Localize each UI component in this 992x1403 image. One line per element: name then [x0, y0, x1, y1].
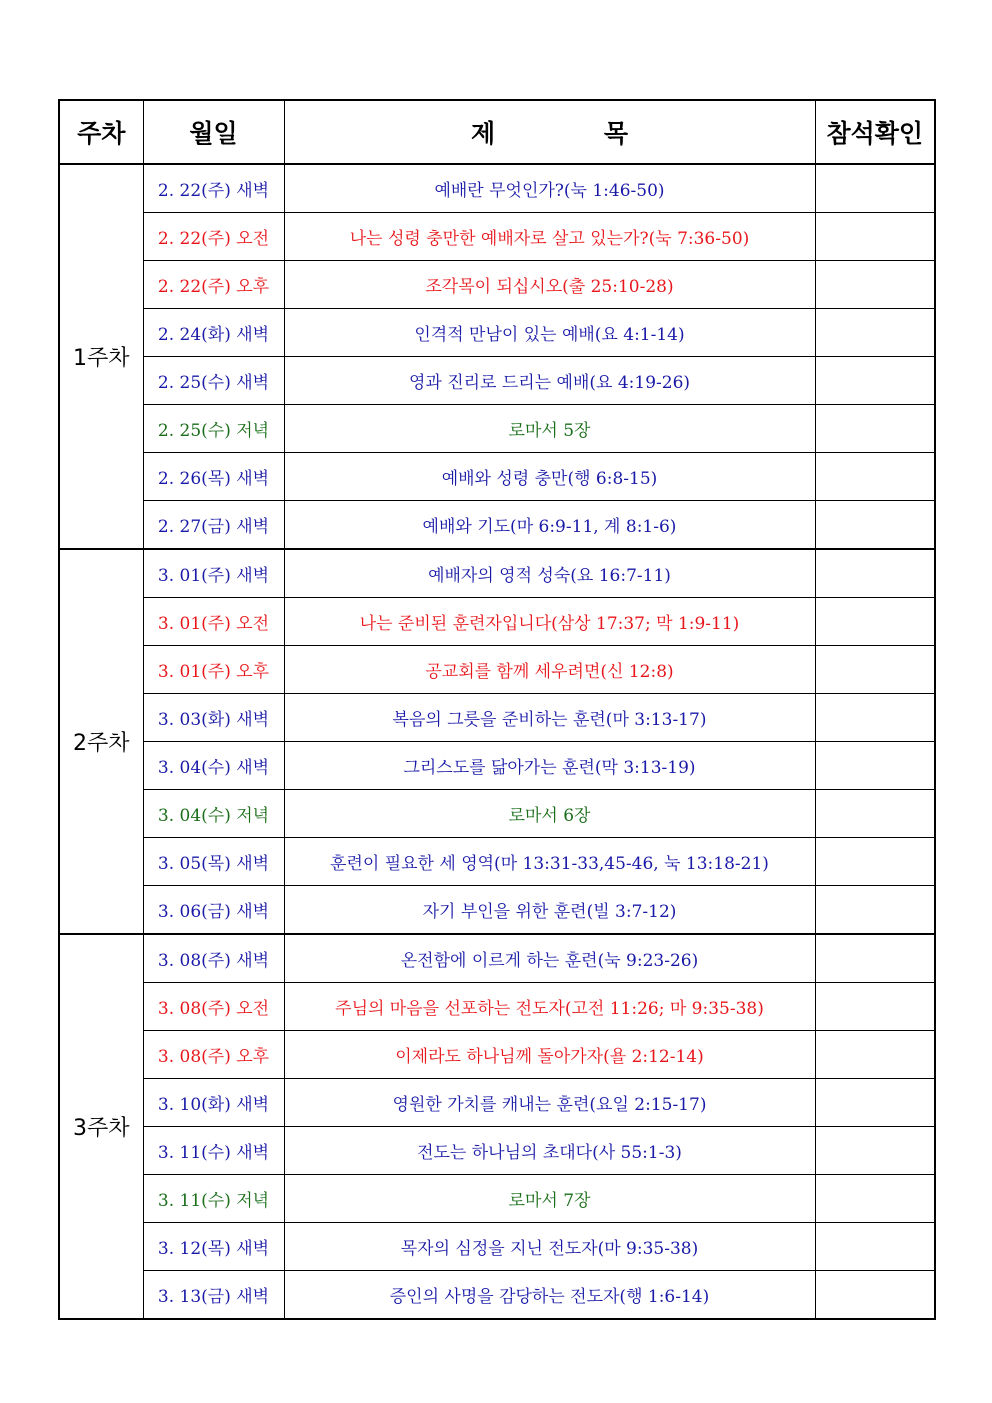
service-date: 2. 24(화) 새벽	[143, 309, 284, 357]
attendance-check-cell[interactable]	[815, 838, 935, 886]
attendance-check-cell[interactable]	[815, 1271, 935, 1320]
table-row	[59, 357, 935, 405]
week-label: 1주차	[59, 164, 143, 549]
service-date: 3. 13(금) 새벽	[143, 1271, 284, 1320]
service-date: 3. 08(주) 오후	[143, 1031, 284, 1079]
service-date: 3. 03(화) 새벽	[143, 694, 284, 742]
service-date: 3. 04(수) 저녁	[143, 790, 284, 838]
table-row	[59, 694, 935, 742]
table-row	[59, 1223, 935, 1271]
table-row	[59, 934, 935, 983]
schedule-body	[59, 164, 935, 1319]
sermon-title: 그리스도를 닮아가는 훈련(막 3:13-19)	[284, 742, 815, 790]
service-date: 2. 27(금) 새벽	[143, 501, 284, 550]
attendance-check-cell[interactable]	[815, 549, 935, 598]
table-row	[59, 164, 935, 213]
attendance-check-cell[interactable]	[815, 598, 935, 646]
service-date: 3. 01(주) 오후	[143, 646, 284, 694]
header-attendance: 참석확인	[815, 100, 935, 164]
table-row	[59, 1175, 935, 1223]
table-row	[59, 742, 935, 790]
attendance-check-cell[interactable]	[815, 261, 935, 309]
sermon-title: 주님의 마음을 선포하는 전도자(고전 11:26; 마 9:35-38)	[284, 983, 815, 1031]
sermon-title: 이제라도 하나님께 돌아가자(욜 2:12-14)	[284, 1031, 815, 1079]
sermon-title: 조각목이 되십시오(출 25:10-28)	[284, 261, 815, 309]
service-date: 3. 11(수) 새벽	[143, 1127, 284, 1175]
sermon-title: 예배란 무엇인가?(눅 1:46-50)	[284, 164, 815, 213]
sermon-title: 예배와 성령 충만(행 6:8-15)	[284, 453, 815, 501]
attendance-check-cell[interactable]	[815, 357, 935, 405]
sermon-title: 목자의 심정을 지닌 전도자(마 9:35-38)	[284, 1223, 815, 1271]
sermon-title: 로마서 5장	[284, 405, 815, 453]
attendance-check-cell[interactable]	[815, 1175, 935, 1223]
sermon-title: 나는 준비된 훈련자입니다(삼상 17:37; 막 1:9-11)	[284, 598, 815, 646]
attendance-check-cell[interactable]	[815, 646, 935, 694]
service-date: 3. 01(주) 오전	[143, 598, 284, 646]
sermon-title: 인격적 만남이 있는 예배(요 4:1-14)	[284, 309, 815, 357]
table-row	[59, 1127, 935, 1175]
sermon-title: 영과 진리로 드리는 예배(요 4:19-26)	[284, 357, 815, 405]
sermon-title: 훈련이 필요한 세 영역(마 13:31-33,45-46, 눅 13:18-21)	[284, 838, 815, 886]
attendance-check-cell[interactable]	[815, 1079, 935, 1127]
table-row	[59, 1079, 935, 1127]
header-date: 월일	[143, 100, 284, 164]
service-date: 3. 06(금) 새벽	[143, 886, 284, 935]
attendance-check-cell[interactable]	[815, 742, 935, 790]
worship-schedule-table	[58, 99, 936, 1320]
service-date: 3. 01(주) 새벽	[143, 549, 284, 598]
service-date: 3. 04(수) 새벽	[143, 742, 284, 790]
attendance-check-cell[interactable]	[815, 501, 935, 550]
service-date: 2. 25(수) 새벽	[143, 357, 284, 405]
service-date: 2. 22(주) 오전	[143, 213, 284, 261]
attendance-check-cell[interactable]	[815, 1223, 935, 1271]
attendance-check-cell[interactable]	[815, 1127, 935, 1175]
attendance-check-cell[interactable]	[815, 164, 935, 213]
header-row	[59, 100, 935, 164]
attendance-check-cell[interactable]	[815, 983, 935, 1031]
sermon-title: 전도는 하나님의 초대다(사 55:1-3)	[284, 1127, 815, 1175]
table-row	[59, 309, 935, 357]
attendance-check-cell[interactable]	[815, 405, 935, 453]
service-date: 3. 08(주) 새벽	[143, 934, 284, 983]
sermon-title: 증인의 사명을 감당하는 전도자(행 1:6-14)	[284, 1271, 815, 1320]
table-row	[59, 838, 935, 886]
service-date: 3. 11(수) 저녁	[143, 1175, 284, 1223]
service-date: 2. 22(주) 오후	[143, 261, 284, 309]
service-date: 3. 08(주) 오전	[143, 983, 284, 1031]
header-title	[284, 100, 815, 164]
table-row	[59, 1271, 935, 1320]
service-date: 2. 25(수) 저녁	[143, 405, 284, 453]
table-row	[59, 453, 935, 501]
attendance-check-cell[interactable]	[815, 886, 935, 935]
table-row	[59, 549, 935, 598]
table-row	[59, 598, 935, 646]
table-row	[59, 790, 935, 838]
sermon-title: 공교회를 함께 세우려면(신 12:8)	[284, 646, 815, 694]
table-row	[59, 886, 935, 935]
attendance-check-cell[interactable]	[815, 453, 935, 501]
service-date: 3. 10(화) 새벽	[143, 1079, 284, 1127]
attendance-check-cell[interactable]	[815, 934, 935, 983]
sermon-title: 나는 성령 충만한 예배자로 살고 있는가?(눅 7:36-50)	[284, 213, 815, 261]
service-date: 2. 26(목) 새벽	[143, 453, 284, 501]
service-date: 2. 22(주) 새벽	[143, 164, 284, 213]
attendance-check-cell[interactable]	[815, 213, 935, 261]
service-date: 3. 12(목) 새벽	[143, 1223, 284, 1271]
table-row	[59, 1031, 935, 1079]
table-row	[59, 213, 935, 261]
sermon-title: 복음의 그릇을 준비하는 훈련(마 3:13-17)	[284, 694, 815, 742]
sermon-title: 로마서 7장	[284, 1175, 815, 1223]
service-date: 3. 05(목) 새벽	[143, 838, 284, 886]
header-title-label: 제 목	[470, 119, 678, 148]
sermon-title: 영원한 가치를 캐내는 훈련(요일 2:15-17)	[284, 1079, 815, 1127]
table-row	[59, 646, 935, 694]
attendance-check-cell[interactable]	[815, 790, 935, 838]
sermon-title: 예배와 기도(마 6:9-11, 계 8:1-6)	[284, 501, 815, 550]
table-row	[59, 983, 935, 1031]
sermon-title: 예배자의 영적 성숙(요 16:7-11)	[284, 549, 815, 598]
attendance-check-cell[interactable]	[815, 1031, 935, 1079]
week-label: 3주차	[59, 934, 143, 1319]
week-label: 2주차	[59, 549, 143, 934]
table-row	[59, 501, 935, 550]
table-row	[59, 261, 935, 309]
table-row	[59, 405, 935, 453]
sermon-title: 로마서 6장	[284, 790, 815, 838]
sermon-title: 자기 부인을 위한 훈련(빌 3:7-12)	[284, 886, 815, 935]
attendance-check-cell[interactable]	[815, 309, 935, 357]
attendance-check-cell[interactable]	[815, 694, 935, 742]
sermon-title: 온전함에 이르게 하는 훈련(눅 9:23-26)	[284, 934, 815, 983]
header-week: 주차	[59, 100, 143, 164]
